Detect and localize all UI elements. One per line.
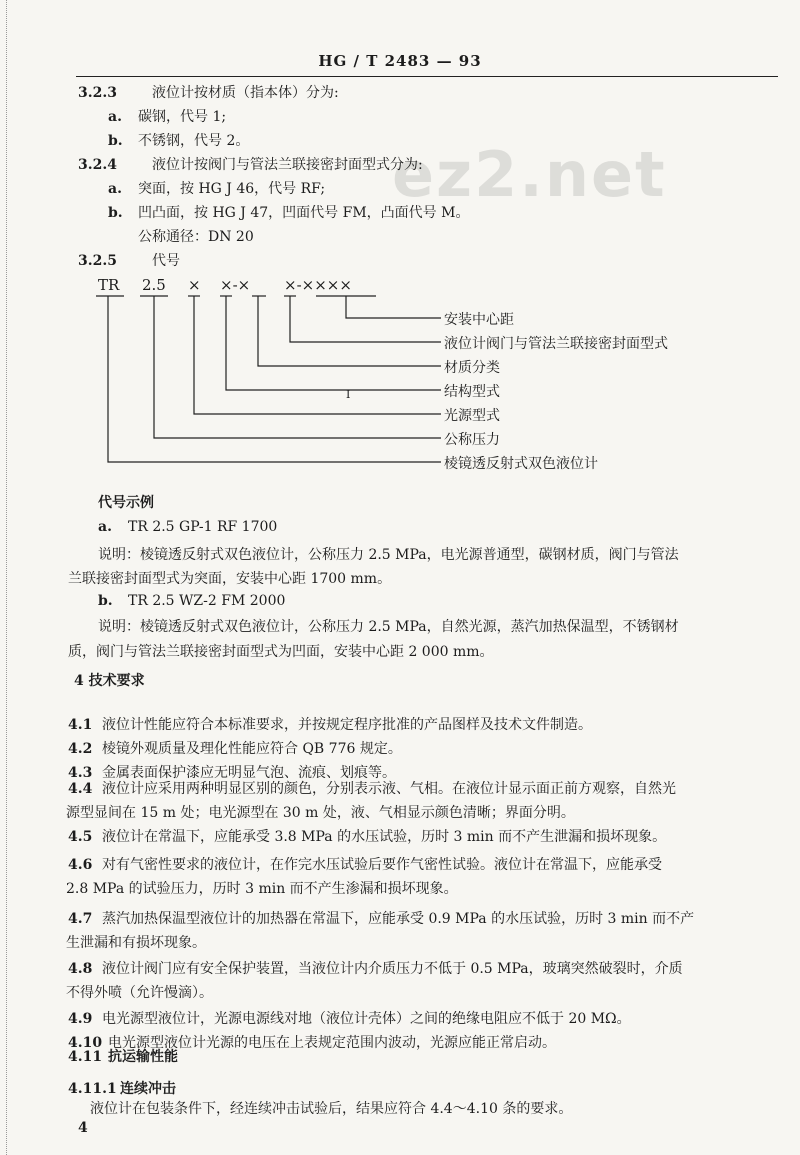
code-label: 安装中心距: [444, 312, 514, 328]
clause-4-10: 4.10 电光源型液位计光源的电压在上表规定范围内波动，光源应能正常启动。: [68, 1035, 556, 1051]
code-token: ×-×: [220, 276, 251, 294]
code-label: 液位计阀门与管法兰联接密封面型式: [444, 336, 668, 352]
list-item: b. 凹凸面，按 HG J 47，凹面代号 FM，凸面代号 M。: [108, 205, 470, 221]
clause-number: 3.2.5: [78, 253, 117, 269]
code-label: 结构型式: [444, 384, 500, 400]
header-rule: [76, 76, 778, 77]
clause-4-1: 4.1 液位计性能应符合本标准要求，并按规定程序批准的产品图样及技术文件制造。: [68, 717, 592, 733]
clause-4-7: 4.7 蒸汽加热保温型液位计的加热器在常温下，应能承受 0.9 MPa 的水压试验，历时 3 min 而不产: [68, 911, 695, 927]
binding-margin: [6, 0, 11, 1155]
nominal-diameter: 公称通径：DN 20: [138, 229, 254, 245]
clause-4-3: 4.3 金属表面保护漆应无明显气泡、流痕、划痕等。: [68, 765, 396, 781]
example-a-desc: 说明：棱镜透反射式双色液位计，公称压力 2.5 MPa，电光源普通型，碳钢材质，阀门与管法: [98, 547, 679, 563]
tick-mark: I: [346, 388, 351, 401]
code-label: 材质分类: [444, 360, 500, 376]
code-token: ×: [188, 276, 201, 294]
section-4-heading: 4 技术要求: [74, 673, 145, 689]
list-item: b. 不锈钢，代号 2。: [108, 133, 250, 149]
page-number: 4: [78, 1120, 88, 1136]
example-b-code: b. TR 2.5 WZ-2 FM 2000: [98, 593, 286, 609]
clause-4-8-cont: 不得外喷（允许慢滴）。: [66, 985, 213, 1001]
code-token: ×-××××: [284, 276, 352, 294]
watermark: ez2.net: [392, 138, 667, 211]
designation-code-diagram: [96, 270, 716, 480]
clause-4-6-cont: 2.8 MPa 的试验压力，历时 3 min 而不产生渗漏和损坏现象。: [66, 881, 458, 897]
clause-3-2-5: [78, 252, 180, 270]
clause-3-2-3: [78, 84, 339, 102]
code-token: 2.5: [142, 276, 166, 294]
page-header: HG / T 2483 — 93: [318, 52, 482, 70]
example-a-code: a. TR 2.5 GP-1 RF 1700: [98, 519, 278, 535]
example-b-desc: 说明：棱镜透反射式双色液位计，公称压力 2.5 MPa，自然光源，蒸汽加热保温型，不锈钢材: [98, 619, 679, 635]
code-label: 棱镜透反射式双色液位计: [444, 456, 598, 472]
clause-4-9: 4.9 电光源型液位计，光源电源线对地（液位计壳体）之间的绝缘电阻应不低于 20 MΩ。: [68, 1011, 631, 1027]
clause-title: 液位计按阀门与管法兰联接密封面型式分为:: [152, 157, 423, 173]
list-item: a. 碳钢，代号 1;: [108, 109, 227, 125]
list-item: a. 突面，按 HG J 46，代号 RF;: [108, 181, 326, 197]
clause-4-5: 4.5 液位计在常温下，应能承受 3.8 MPa 的水压试验，历时 3 min 而不产生泄漏和损坏现象。: [68, 829, 667, 845]
example-b-desc: 质，阀门与管法兰联接密封面型式为凹面，安装中心距 2 000 mm。: [68, 644, 494, 660]
clause-4-11-1: 4.11.1 连续冲击: [68, 1081, 176, 1097]
clause-4-11: 4.11 抗运输性能: [68, 1049, 178, 1065]
clause-number: 3.2.4: [78, 157, 117, 173]
clause-4-4: 4.4 液位计应采用两种明显区别的颜色，分别表示液、气相。在液位计显示面正前方观察，自然光: [68, 781, 676, 797]
clause-4-8: 4.8 液位计阀门应有安全保护装置，当液位计内介质压力不低于 0.5 MPa，玻璃突然破裂时，介质: [68, 961, 683, 977]
clause-4-2: 4.2 棱镜外观质量及理化性能应符合 QB 776 规定。: [68, 741, 402, 757]
code-token: TR: [98, 276, 120, 294]
code-label: 光源型式: [444, 408, 500, 424]
clause-4-11-1-text: 液位计在包装条件下，经连续冲击试验后，结果应符合 4.4～4.10 条的要求。: [90, 1101, 573, 1117]
code-label: 公称压力: [444, 432, 500, 448]
clause-title: 代号: [152, 253, 180, 269]
clause-3-2-4: [78, 156, 423, 174]
clause-4-4-cont: 源型显间在 15 m 处；电光源型在 30 m 处，液、气相显示颜色清晰；界面分明。: [66, 805, 575, 821]
clause-4-7-cont: 生泄漏和有损坏现象。: [66, 935, 206, 951]
clause-number: 3.2.3: [78, 85, 117, 101]
clause-title: 液位计按材质（指本体）分为:: [152, 85, 339, 101]
example-a-desc: 兰联接密封面型式为突面，安装中心距 1700 mm。: [68, 571, 392, 587]
clause-4-6: 4.6 对有气密性要求的液位计，在作完水压试验后要作气密性试验。液位计在常温下，应能承受: [68, 857, 662, 873]
code-leader-lines: [96, 270, 716, 480]
examples-heading: 代号示例: [98, 495, 154, 511]
